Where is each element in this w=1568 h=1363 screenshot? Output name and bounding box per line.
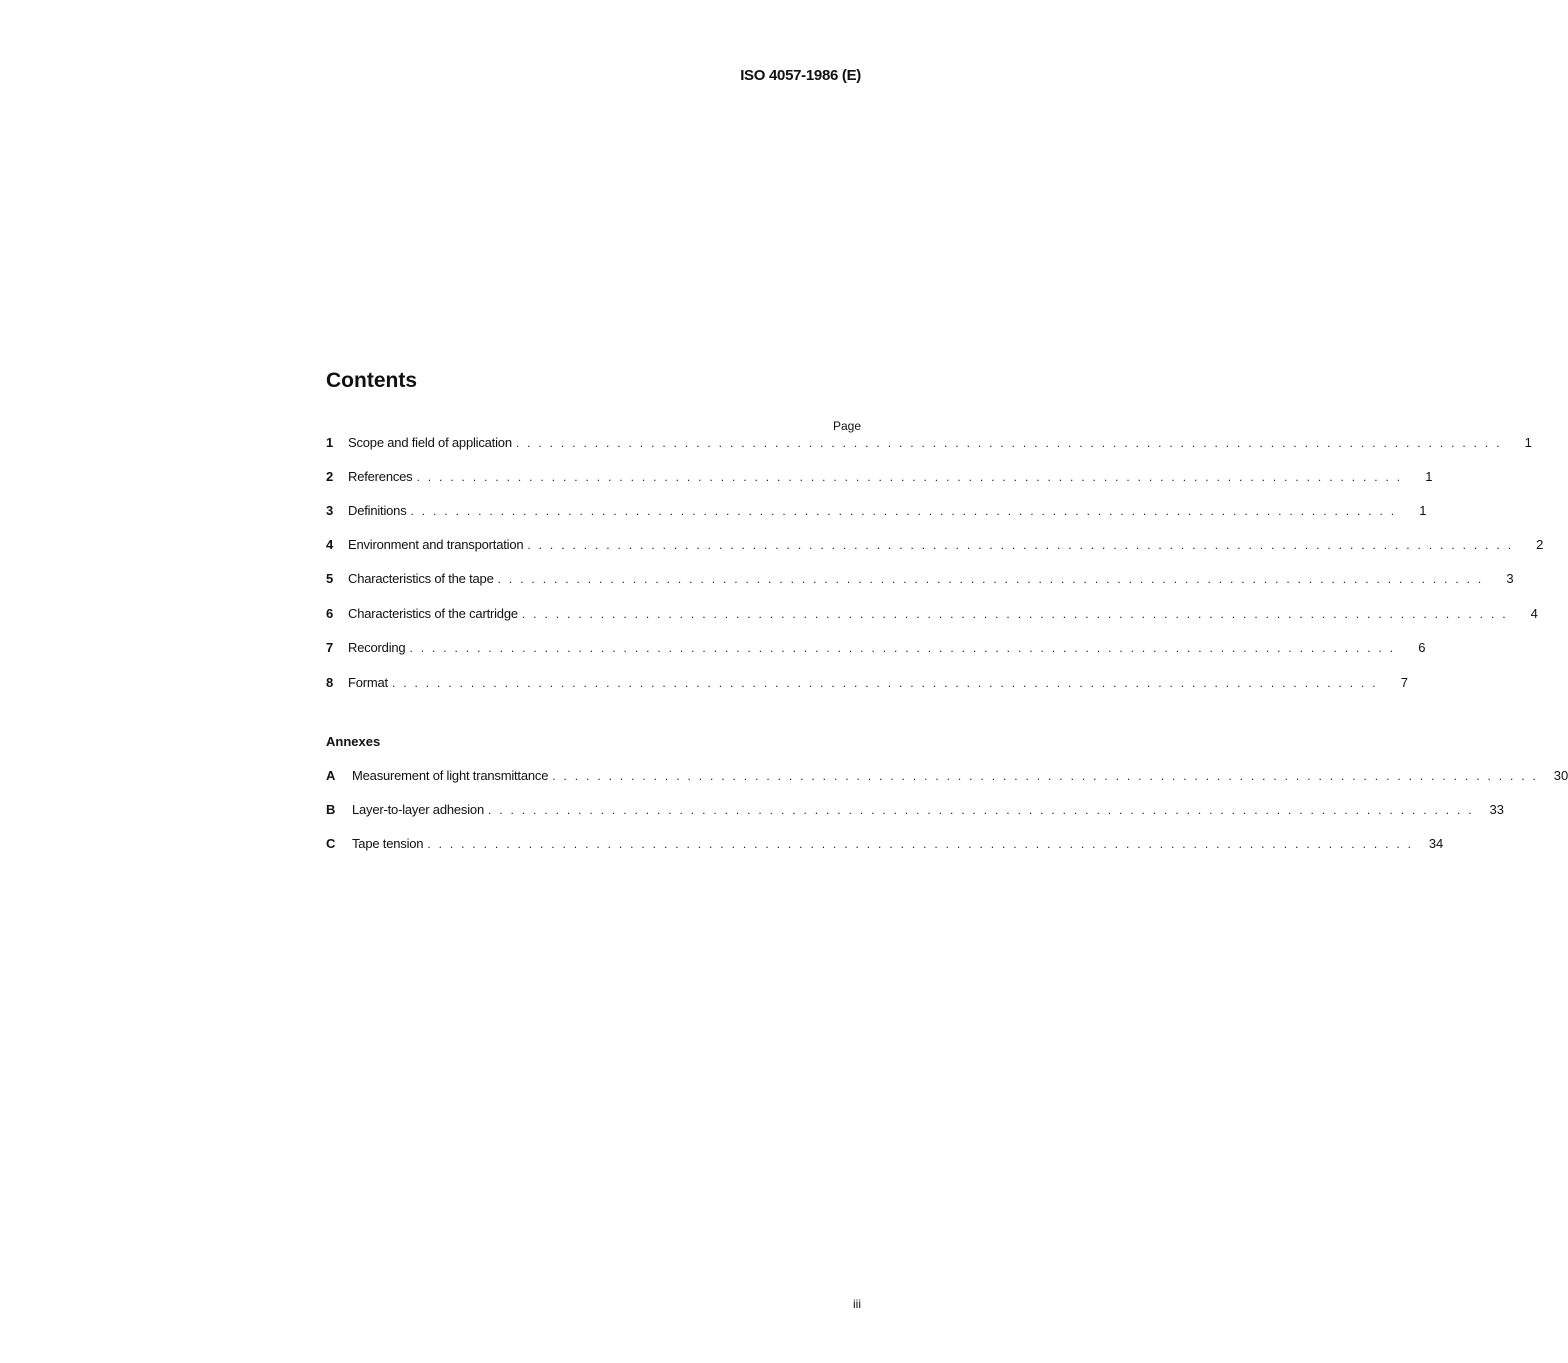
toc-entry-8[interactable] xyxy=(326,674,1408,692)
toc-entry-title: References xyxy=(348,469,413,484)
dot-leader: . . . . . . . . . . . . . . . . . . . . . . . . . . . . . . . . . . . . . . . . . . . . . . . . . . . . . . . . . . . . . . . . . . . . . . . . . . . . . . . . . . . . . . . . xyxy=(409,641,1396,655)
toc-entry-number: 6 xyxy=(326,606,334,621)
toc-entry-title: Characteristics of the tape xyxy=(348,571,494,586)
toc-annex-page: 30 xyxy=(1553,768,1568,783)
toc-annex-title: Tape tension xyxy=(352,836,424,851)
toc-entry-number: 7 xyxy=(326,640,334,655)
toc-entry-number: 2 xyxy=(326,469,334,484)
toc-annex-page: 33 xyxy=(1489,802,1504,817)
dot-leader: . . . . . . . . . . . . . . . . . . . . . . . . . . . . . . . . . . . . . . . . . . . . . . . . . . . . . . . . . . . . . . . . . . . . . . . . . . . . . . . . . . . . . . . . xyxy=(427,837,1414,851)
toc-entry-page: 1 xyxy=(1419,503,1427,518)
dot-leader: . . . . . . . . . . . . . . . . . . . . . . . . . . . . . . . . . . . . . . . . . . . . . . . . . . . . . . . . . . . . . . . . . . . . . . . . . . . . . . . . . . . . . . . . xyxy=(515,436,1502,450)
toc-entry-1[interactable] xyxy=(326,434,1532,452)
toc-entry-6[interactable] xyxy=(326,605,1538,623)
toc-entry-page: 2 xyxy=(1536,537,1544,552)
toc-entry-title: Definitions xyxy=(348,503,407,518)
annexes-heading: Annexes xyxy=(326,734,381,749)
toc-entry-page: 4 xyxy=(1530,606,1538,621)
dot-leader: . . . . . . . . . . . . . . . . . . . . . . . . . . . . . . . . . . . . . . . . . . . . . . . . . . . . . . . . . . . . . . . . . . . . . . . . . . . . . . . . . . . . . . . . xyxy=(391,676,1378,690)
page-column-label: Page xyxy=(832,419,861,433)
toc-entry-number: 3 xyxy=(326,503,334,518)
toc-annex-letter: A xyxy=(326,768,336,783)
toc-entry-title: Recording xyxy=(348,640,406,655)
dot-leader: . . . . . . . . . . . . . . . . . . . . . . . . . . . . . . . . . . . . . . . . . . . . . . . . . . . . . . . . . . . . . . . . . . . . . . . . . . . . . . . . . . . . . . . . xyxy=(527,538,1514,552)
toc-entry-title: Scope and field of application xyxy=(348,435,512,450)
page-folio: iii xyxy=(853,1297,861,1311)
toc-annex-c[interactable] xyxy=(326,835,1444,853)
toc-entry-page: 3 xyxy=(1506,571,1514,586)
toc-entry-3[interactable] xyxy=(326,502,1427,520)
toc-entry-7[interactable] xyxy=(326,639,1426,657)
toc-annex-title: Measurement of light transmittance xyxy=(352,768,549,783)
toc-entry-4[interactable] xyxy=(326,536,1544,554)
toc-annex-a[interactable] xyxy=(326,767,1568,785)
dot-leader: . . . . . . . . . . . . . . . . . . . . . . . . . . . . . . . . . . . . . . . . . . . . . . . . . . . . . . . . . . . . . . . . . . . . . . . . . . . . . . . . . . . . . . . . xyxy=(416,470,1403,484)
toc-entry-title: Environment and transportation xyxy=(348,537,524,552)
dot-leader: . . . . . . . . . . . . . . . . . . . . . . . . . . . . . . . . . . . . . . . . . . . . . . . . . . . . . . . . . . . . . . . . . . . . . . . . . . . . . . . . . . . . . . . . xyxy=(497,572,1484,586)
toc-annex-page: 34 xyxy=(1428,836,1444,851)
dot-leader: . . . . . . . . . . . . . . . . . . . . . . . . . . . . . . . . . . . . . . . . . . . . . . . . . . . . . . . . . . . . . . . . . . . . . . . . . . . . . . . . . . . . . . . . xyxy=(552,769,1539,783)
toc-entry-2[interactable] xyxy=(326,468,1433,486)
toc-annex-letter: B xyxy=(326,802,336,817)
toc-annex-title: Layer-to-layer adhesion xyxy=(352,802,484,817)
toc-entry-number: 5 xyxy=(326,571,334,586)
toc-entry-number: 1 xyxy=(326,435,334,450)
toc-entry-page: 7 xyxy=(1400,675,1408,690)
toc-annex-letter: C xyxy=(326,836,336,851)
toc-entry-5[interactable] xyxy=(326,570,1514,588)
toc-entry-page: 1 xyxy=(1524,435,1532,450)
dot-leader: . . . . . . . . . . . . . . . . . . . . . . . . . . . . . . . . . . . . . . . . . . . . . . . . . . . . . . . . . . . . . . . . . . . . . . . . . . . . . . . . . . . . . . . . xyxy=(521,607,1508,621)
dot-leader: . . . . . . . . . . . . . . . . . . . . . . . . . . . . . . . . . . . . . . . . . . . . . . . . . . . . . . . . . . . . . . . . . . . . . . . . . . . . . . . . . . . . . . . . xyxy=(410,504,1397,518)
toc-entry-page: 1 xyxy=(1425,469,1433,484)
toc-entry-title: Characteristics of the cartridge xyxy=(348,606,518,621)
dot-leader: . . . . . . . . . . . . . . . . . . . . . . . . . . . . . . . . . . . . . . . . . . . . . . . . . . . . . . . . . . . . . . . . . . . . . . . . . . . . . . . . . . . . . . . . xyxy=(487,803,1474,817)
toc-entry-title: Format xyxy=(348,675,388,690)
toc-annex-b[interactable] xyxy=(326,801,1504,819)
toc-entry-page: 6 xyxy=(1418,640,1426,655)
contents-title: Contents xyxy=(326,369,417,392)
toc-entry-number: 8 xyxy=(326,675,334,690)
document-id: ISO 4057-1986 (E) xyxy=(740,67,861,84)
toc-entry-number: 4 xyxy=(326,537,334,552)
